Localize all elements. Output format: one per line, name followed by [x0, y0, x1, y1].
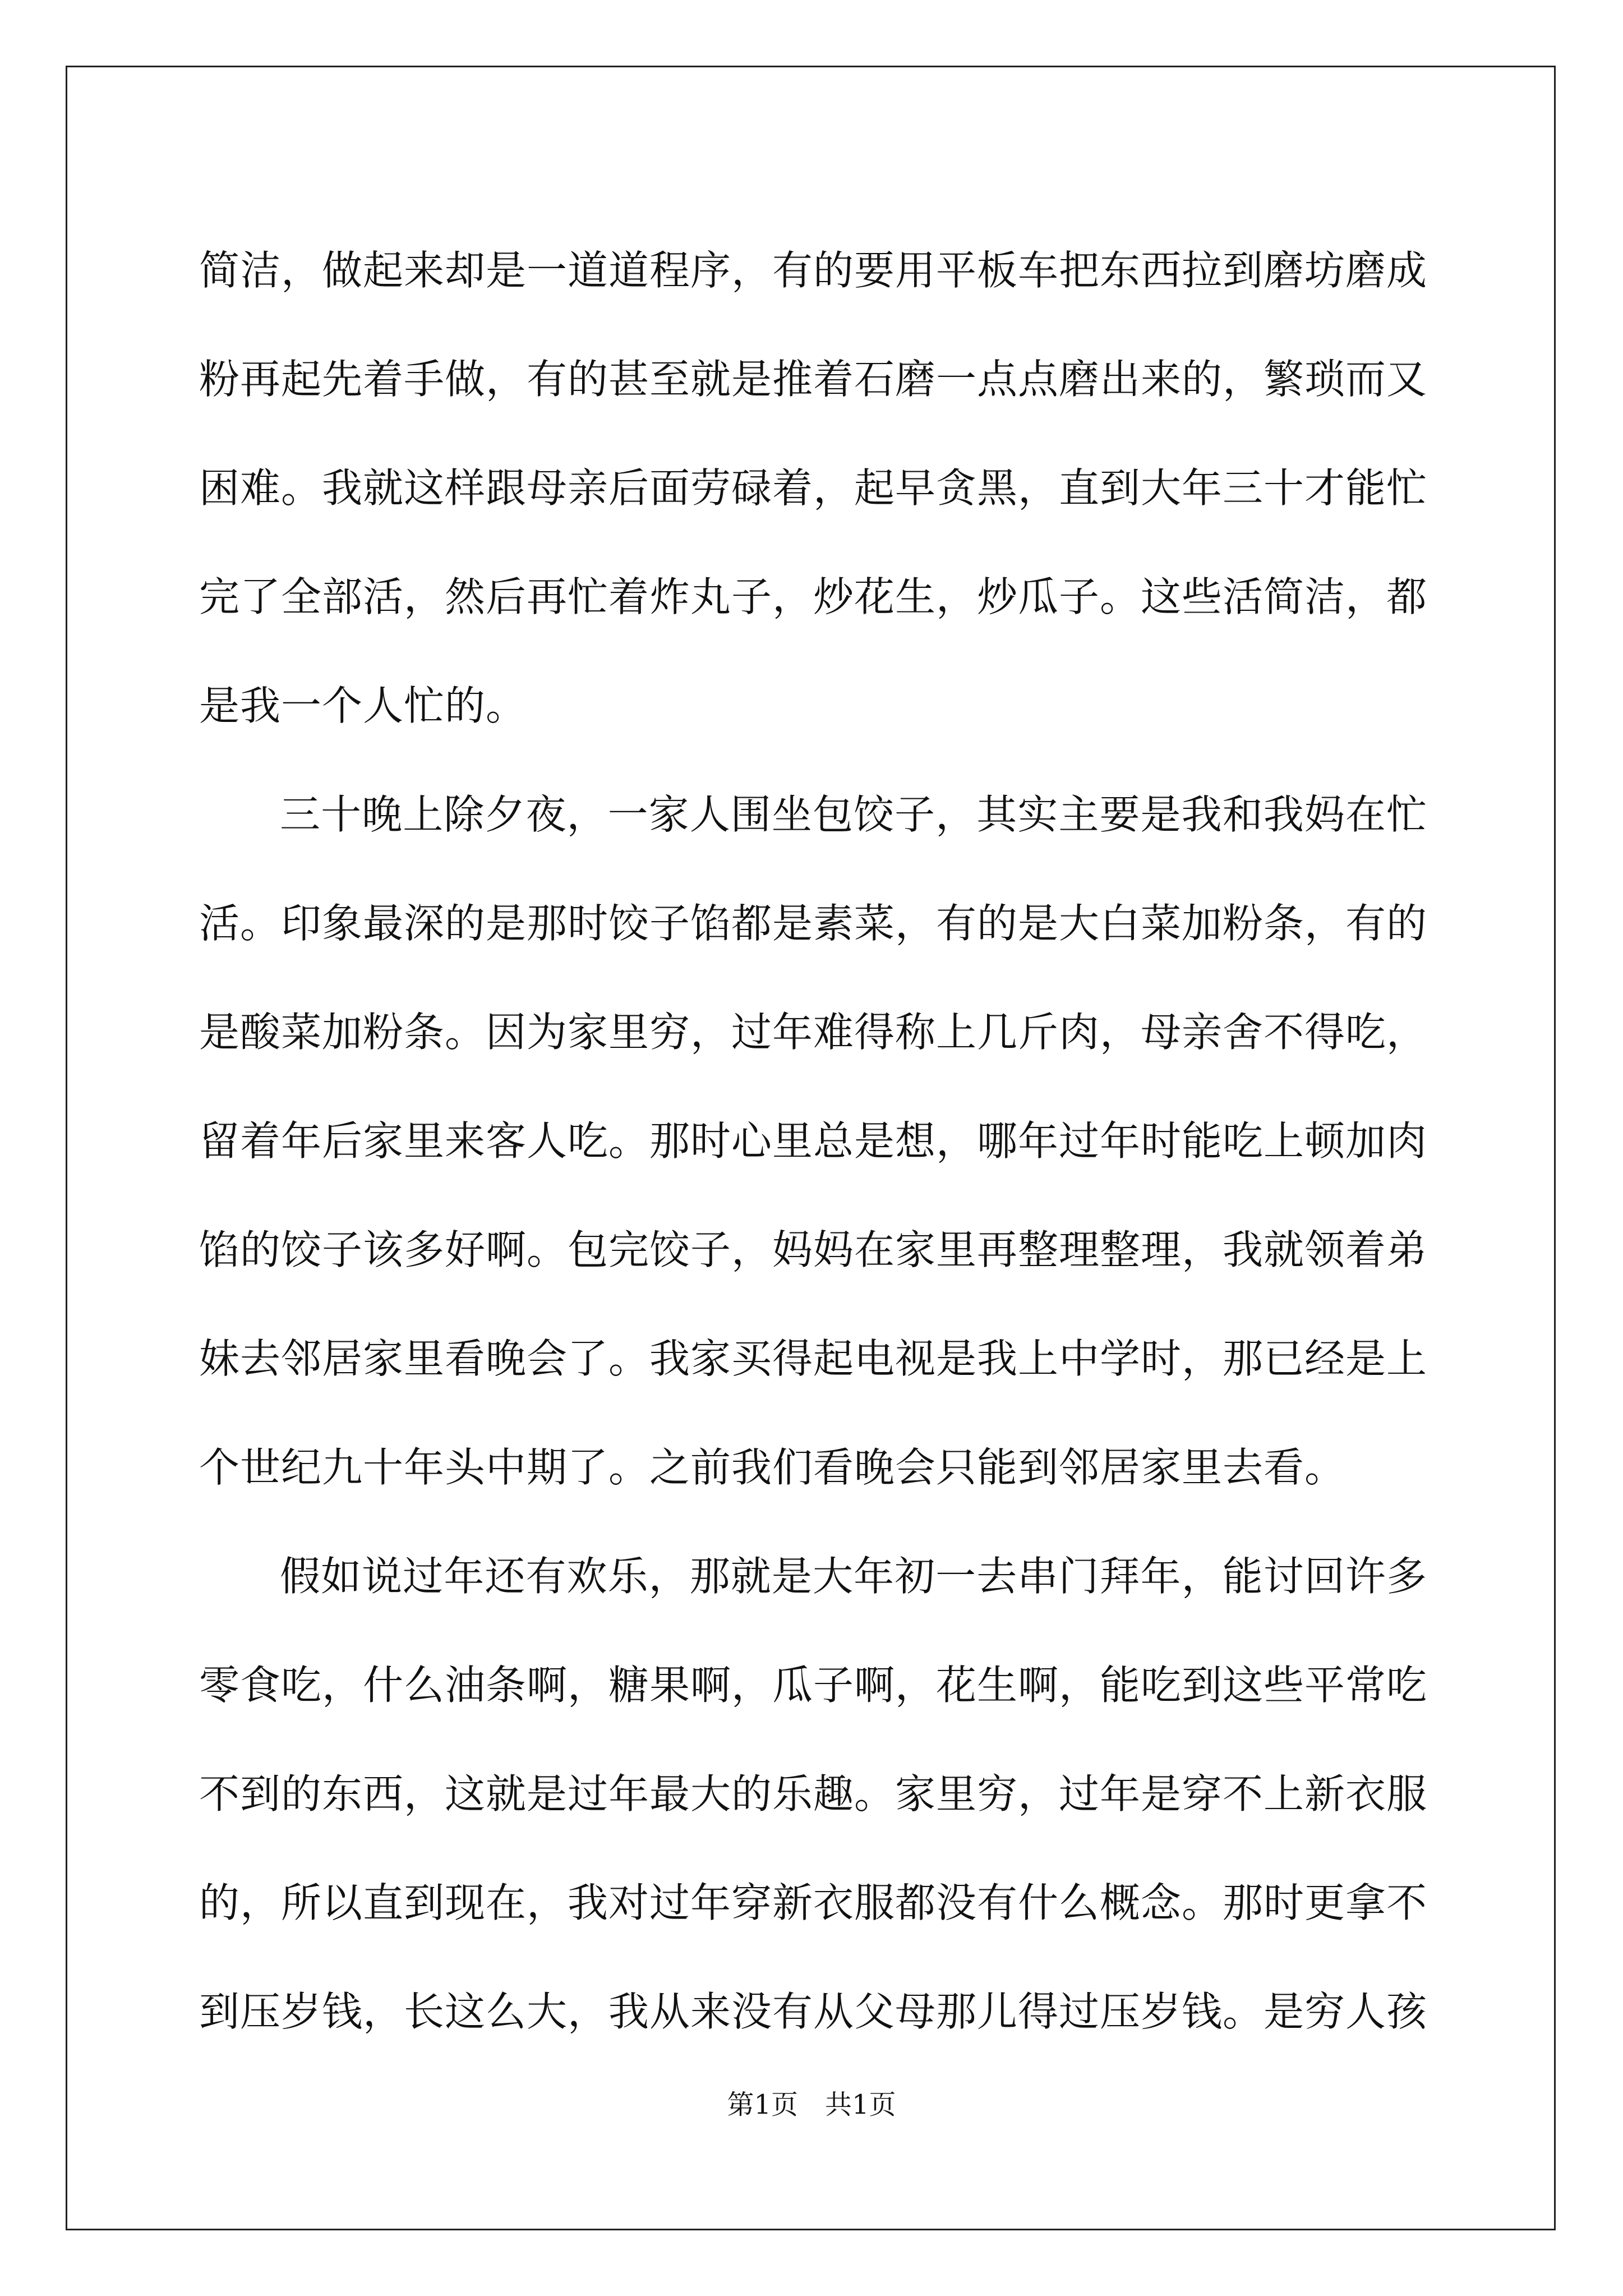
- text-line: 个世纪九十年头中期了。之前我们看晚会只能到邻居家里去看。: [199, 1444, 1346, 1491]
- text-line: 妹去邻居家里看晚会了。我家买得起电视是我上中学时，那已经是上: [199, 1335, 1428, 1382]
- page-number: 第1页: [727, 2089, 798, 2120]
- text-line: 馅的饺子该多好啊。包完饺子，妈妈在家里再整理整理，我就领着弟: [199, 1226, 1428, 1273]
- paragraph-first-line: 三十晚上除夕夜，一家人围坐包饺子，其实主要是我和我妈在忙: [280, 791, 1427, 838]
- text-line: 零食吃，什么油条啊，糖果啊，瓜子啊，花生啊，能吃到这些平常吃: [199, 1662, 1428, 1709]
- text-line: 的，所以直到现在，我对过年穿新衣服都没有什么概念。那时更拿不: [199, 1879, 1428, 1926]
- text-line: 粉再起先着手做，有的甚至就是推着石磨一点点磨出来的，繁琐而又: [199, 356, 1428, 403]
- text-line: 是酸菜加粉条。因为家里穷，过年难得称上几斤肉，母亲舍不得吃，: [199, 1009, 1428, 1056]
- document-body: [199, 216, 1427, 2066]
- text-line: 简洁，做起来却是一道道程序，有的要用平板车把东西拉到磨坊磨成: [199, 247, 1428, 294]
- page-total: 共1页: [825, 2089, 896, 2120]
- paragraph-first-line: 假如说过年还有欢乐，那就是大年初一去串门拜年，能讨回许多: [280, 1553, 1427, 1600]
- page-footer: [0, 2088, 1623, 2122]
- text-line: 困难。我就这样跟母亲后面劳碌着，起早贪黑，直到大年三十才能忙: [199, 464, 1428, 512]
- text-line: 是我一个人忙的。: [199, 682, 527, 729]
- text-line: 活。印象最深的是那时饺子馅都是素菜，有的是大白菜加粉条，有的: [199, 900, 1428, 947]
- text-line: 不到的东西，这就是过年最大的乐趣。家里穷，过年是穿不上新衣服: [199, 1770, 1428, 1818]
- text-line: 留着年后家里来客人吃。那时心里总是想，哪年过年时能吃上顿加肉: [199, 1117, 1428, 1165]
- text-line: 到压岁钱，长这么大，我从来没有从父母那儿得过压岁钱。是穷人孩: [199, 1988, 1428, 2035]
- text-line: 完了全部活，然后再忙着炸丸子，炒花生，炒瓜子。这些活简洁，都: [199, 573, 1428, 620]
